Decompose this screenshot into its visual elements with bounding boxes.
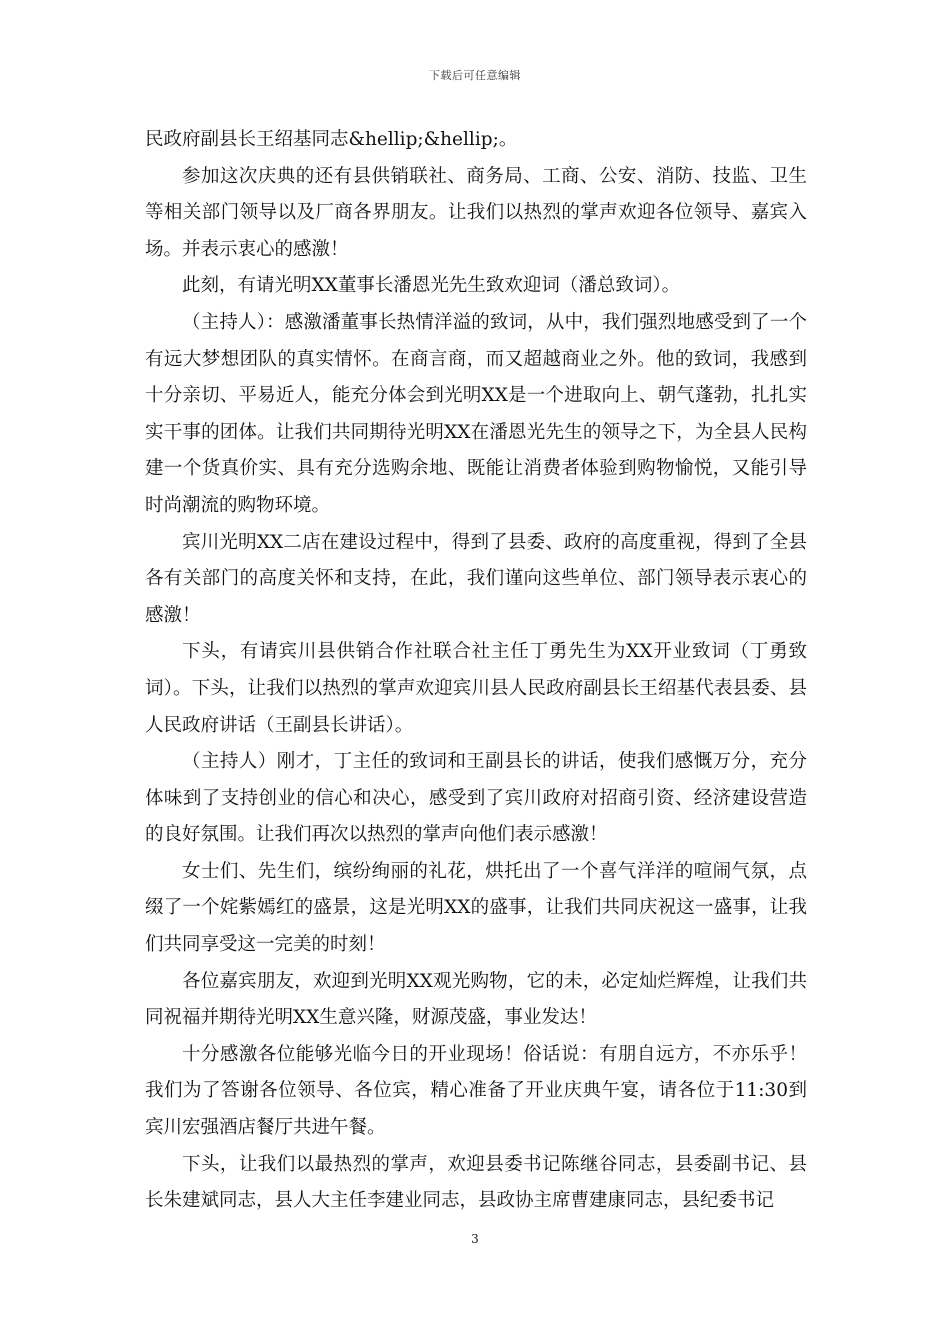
paragraph-10: 十分感激各位能够光临今日的开业现场！俗话说：有朋自远方，不亦乐乎！我们为了答谢各位领导、各位宾，精心准备了开业庆典午宴，请各位于11:30到宾川宏强酒店餐厅共进午餐。 — [145, 1043, 807, 1139]
page-number: 3 — [471, 1232, 479, 1246]
page-header: 下载后可任意编辑 — [429, 69, 521, 82]
document-body — [145, 122, 807, 1220]
paragraph-6: 下头，有请宾川县供销合作社联合社主任丁勇先生为XX开业致词（丁勇致词）。下头，让我们以热烈的掌声欢迎宾川县人民政府副县长王绍基代表县委、县人民政府讲话（王副县长讲话）。 — [145, 641, 807, 736]
paragraph-2: 参加这次庆典的还有县供销联社、商务局、工商、公安、消防、技监、卫生等相关部门领导以及厂商各界朋友。让我们以热烈的掌声欢迎各位领导、嘉宾入场。并表示衷心的感激！ — [145, 165, 807, 260]
paragraph-8: 女士们、先生们，缤纷绚丽的礼花，烘托出了一个喜气洋洋的喧闹气氛，点缀了一个姹紫嫣红的盛景，这是光明XX的盛事，让我们共同庆祝这一盛事，让我们共同享受这一完美的时刻！ — [145, 860, 807, 956]
paragraph-9: 各位嘉宾朋友，欢迎到光明XX观光购物，它的未，必定灿烂辉煌，让我们共同祝福并期待光明XX生意兴隆，财源茂盛，事业发达！ — [145, 970, 807, 1029]
paragraph-5: 宾川光明XX二店在建设过程中，得到了县委、政府的高度重视，得到了全县各有关部门的高度关怀和支持，在此，我们谨向这些单位、部门领导表示衷心的感激！ — [145, 531, 807, 626]
paragraph-1: 民政府副县长王绍基同志&hellip;&hellip;。 — [145, 129, 518, 150]
paragraph-4: （主持人）：感激潘董事长热情洋溢的致词，从中，我们强烈地感受到了一个有远大梦想团队的真实情怀。在商言商，而又超越商业之外。他的致词，我感到十分亲切、平易近人，能充分体会到光明XX是一个进取向上、朝气蓬勃，扎扎实实干事的团体。让我们共同期待光明XX在潘恩光先生的领导之下，为全县人民构建一个货真价实、具有充分选购余地、既能让消费者体验到购物愉悦，又能引导时尚潮流的购物环境。 — [145, 311, 807, 516]
paragraph-7: （主持人）刚才，丁主任的致词和王副县长的讲话，使我们感慨万分，充分体味到了支持创业的信心和决心，感受到了宾川政府对招商引资、经济建设营造的良好氛围。让我们再次以热烈的掌声向他们表示感激！ — [145, 751, 807, 846]
paragraph-11: 下头，让我们以最热烈的掌声，欢迎县委书记陈继谷同志，县委副书记、县长朱建斌同志，县人大主任李建业同志，县政协主席曹建康同志，县纪委书记 — [145, 1153, 807, 1212]
paragraph-3: 此刻，有请光明XX董事长潘恩光先生致欢迎词（潘总致词）。 — [182, 275, 681, 297]
